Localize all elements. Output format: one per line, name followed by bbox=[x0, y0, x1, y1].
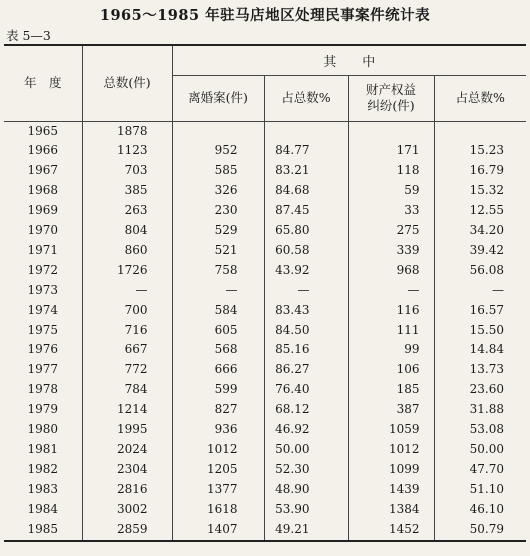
cell-divorce-pct: 49.21 bbox=[264, 520, 348, 541]
cell-property-pct: 16.79 bbox=[434, 161, 526, 181]
header-property-pct: 占总数% bbox=[434, 75, 526, 121]
cell-total: 716 bbox=[82, 321, 172, 341]
cell-year: 1975 bbox=[27, 322, 59, 337]
cell-total: 804 bbox=[82, 221, 172, 241]
table-row bbox=[4, 480, 526, 500]
cell-divorce: 936 bbox=[172, 420, 264, 440]
cell-property: 59 bbox=[348, 181, 434, 201]
cell-year: 1967 bbox=[27, 163, 59, 178]
cell-year: 1973 bbox=[27, 282, 59, 297]
cell-property: 1452 bbox=[348, 520, 434, 541]
cell-property: 339 bbox=[348, 241, 434, 261]
table-row bbox=[4, 440, 526, 460]
cell-divorce-pct: 84.68 bbox=[264, 181, 348, 201]
cell-property: 1439 bbox=[348, 480, 434, 500]
cell-divorce-pct: 84.77 bbox=[264, 141, 348, 161]
cell-property-pct: 47.70 bbox=[434, 460, 526, 480]
cell-divorce: 326 bbox=[172, 181, 264, 201]
table-row bbox=[4, 420, 526, 440]
cell-divorce: 1012 bbox=[172, 440, 264, 460]
cell-divorce-pct: 84.50 bbox=[264, 321, 348, 341]
cell-divorce: 585 bbox=[172, 161, 264, 181]
table-row bbox=[4, 520, 526, 541]
cell-year: 1972 bbox=[27, 262, 59, 277]
cell-total: 667 bbox=[82, 340, 172, 360]
cell-property-pct: 15.32 bbox=[434, 181, 526, 201]
cell-property-pct: — bbox=[434, 281, 526, 301]
cell-divorce-pct: 68.12 bbox=[264, 400, 348, 420]
cell-divorce-pct: — bbox=[264, 281, 348, 301]
cell-year: 1979 bbox=[27, 402, 59, 417]
cell-total: 2816 bbox=[82, 480, 172, 500]
cell-divorce: 758 bbox=[172, 261, 264, 281]
cell-divorce-pct: 53.90 bbox=[264, 500, 348, 520]
cell-year: 1981 bbox=[27, 442, 59, 456]
cell-year: 1965 bbox=[27, 123, 59, 138]
cell-property: 1099 bbox=[348, 460, 434, 480]
cell-year: 1977 bbox=[27, 362, 59, 377]
cell-divorce: 1377 bbox=[172, 480, 264, 500]
table-row bbox=[4, 500, 526, 520]
table-row bbox=[4, 400, 526, 420]
table-row bbox=[4, 121, 526, 141]
cell-total: 700 bbox=[82, 301, 172, 321]
cell-property-pct: 15.50 bbox=[434, 321, 526, 341]
cell-total: 860 bbox=[82, 241, 172, 261]
table-row bbox=[4, 161, 526, 181]
cell-property-pct: 15.23 bbox=[434, 141, 526, 161]
cell-year: 1976 bbox=[27, 342, 59, 357]
cell-divorce: 605 bbox=[172, 321, 264, 341]
cell-total: 772 bbox=[82, 360, 172, 380]
cell-property-pct: 13.73 bbox=[434, 360, 526, 380]
table-title: 1965～1985 年驻马店地区处理民事案件统计表 bbox=[99, 7, 431, 24]
cell-total: 703 bbox=[82, 161, 172, 181]
table-row bbox=[4, 460, 526, 480]
cell-year: 1966 bbox=[27, 143, 59, 158]
table-row bbox=[4, 201, 526, 221]
cell-divorce: 599 bbox=[172, 380, 264, 400]
table-row bbox=[4, 321, 526, 341]
cell-year: 1982 bbox=[27, 461, 59, 476]
cell-property: 118 bbox=[348, 161, 434, 181]
header-total: 总数(件) bbox=[82, 45, 172, 121]
cell-property: 33 bbox=[348, 201, 434, 221]
cell-divorce: 952 bbox=[172, 141, 264, 161]
cell-property-pct: 14.84 bbox=[434, 340, 526, 360]
cell-property: 171 bbox=[348, 141, 434, 161]
cell-year: 1984 bbox=[27, 501, 59, 516]
cell-divorce-pct: 76.40 bbox=[264, 380, 348, 400]
cell-property-pct: 50.00 bbox=[434, 440, 526, 460]
cell-divorce-pct: 83.43 bbox=[264, 301, 348, 321]
cell-divorce: 1618 bbox=[172, 500, 264, 520]
cell-divorce-pct: 65.80 bbox=[264, 221, 348, 241]
cell-divorce: 230 bbox=[172, 201, 264, 221]
cell-divorce-pct: 48.90 bbox=[264, 480, 348, 500]
cell-year: 1974 bbox=[27, 302, 59, 317]
header-property-line1: 财产权益 bbox=[365, 82, 416, 97]
cell-total: — bbox=[82, 281, 172, 301]
cell-total: 3002 bbox=[82, 500, 172, 520]
cell-property-pct: 12.55 bbox=[434, 201, 526, 221]
cell-total: 1995 bbox=[82, 420, 172, 440]
table-row bbox=[4, 181, 526, 201]
cell-total: 385 bbox=[82, 181, 172, 201]
cell-property: 387 bbox=[348, 400, 434, 420]
cell-property-pct: 16.57 bbox=[434, 301, 526, 321]
table-row bbox=[4, 380, 526, 400]
cell-property-pct: 34.20 bbox=[434, 221, 526, 241]
cell-divorce-pct: 60.58 bbox=[264, 241, 348, 261]
cell-property-pct: 50.79 bbox=[434, 520, 526, 541]
cell-property: 1059 bbox=[348, 420, 434, 440]
cell-divorce-pct: 87.45 bbox=[264, 201, 348, 221]
header-group: 其中 bbox=[172, 45, 526, 75]
cell-divorce: 1205 bbox=[172, 460, 264, 480]
cell-total: 2859 bbox=[82, 520, 172, 541]
cell-property: 185 bbox=[348, 380, 434, 400]
cell-divorce: 1407 bbox=[172, 520, 264, 541]
cell-total: 263 bbox=[82, 201, 172, 221]
cell-total: 1726 bbox=[82, 261, 172, 281]
cell-year: 1983 bbox=[27, 481, 59, 496]
cell-property: — bbox=[348, 281, 434, 301]
civil-cases-table bbox=[4, 44, 526, 542]
table-body bbox=[4, 121, 526, 541]
cell-year: 1968 bbox=[27, 183, 59, 198]
cell-total: 1123 bbox=[82, 141, 172, 161]
table-row bbox=[4, 360, 526, 380]
cell-property: 111 bbox=[348, 321, 434, 341]
table-row bbox=[4, 301, 526, 321]
cell-divorce: 666 bbox=[172, 360, 264, 380]
cell-property: 99 bbox=[348, 340, 434, 360]
cell-property: 968 bbox=[348, 261, 434, 281]
table-row bbox=[4, 141, 526, 161]
header-property bbox=[348, 75, 434, 121]
header-divorce-pct: 占总数% bbox=[264, 75, 348, 121]
cell-divorce: 827 bbox=[172, 400, 264, 420]
cell-property: 275 bbox=[348, 221, 434, 241]
cell-year: 1985 bbox=[27, 521, 59, 536]
cell-divorce-pct bbox=[264, 121, 348, 141]
cell-property-pct: 39.42 bbox=[434, 241, 526, 261]
cell-divorce-pct: 85.16 bbox=[264, 340, 348, 360]
cell-total: 1214 bbox=[82, 400, 172, 420]
cell-divorce-pct: 52.30 bbox=[264, 460, 348, 480]
cell-year: 1980 bbox=[27, 422, 59, 437]
cell-total: 1878 bbox=[82, 121, 172, 141]
cell-property-pct: 46.10 bbox=[434, 500, 526, 520]
cell-property bbox=[348, 121, 434, 141]
cell-total: 2024 bbox=[82, 440, 172, 460]
cell-total: 784 bbox=[82, 380, 172, 400]
cell-property-pct: 31.88 bbox=[434, 400, 526, 420]
cell-property: 1012 bbox=[348, 440, 434, 460]
cell-divorce: 584 bbox=[172, 301, 264, 321]
table-row bbox=[4, 281, 526, 301]
cell-divorce-pct: 86.27 bbox=[264, 360, 348, 380]
header-year: 年 度 bbox=[4, 45, 82, 121]
cell-year: 1978 bbox=[27, 382, 59, 397]
cell-total: 2304 bbox=[82, 460, 172, 480]
cell-property-pct: 51.10 bbox=[434, 480, 526, 500]
cell-property: 1384 bbox=[348, 500, 434, 520]
cell-property-pct: 56.08 bbox=[434, 261, 526, 281]
table-row bbox=[4, 340, 526, 360]
cell-year: 1969 bbox=[27, 203, 59, 218]
header-divorce: 离婚案(件) bbox=[172, 75, 264, 121]
cell-divorce-pct: 43.92 bbox=[264, 261, 348, 281]
table-number: 表 5—3 bbox=[6, 28, 51, 43]
table-row bbox=[4, 221, 526, 241]
cell-divorce-pct: 50.00 bbox=[264, 440, 348, 460]
cell-divorce-pct: 83.21 bbox=[264, 161, 348, 181]
cell-divorce: — bbox=[172, 281, 264, 301]
cell-divorce: 568 bbox=[172, 340, 264, 360]
cell-property: 106 bbox=[348, 360, 434, 380]
cell-divorce: 529 bbox=[172, 221, 264, 241]
cell-property-pct: 53.08 bbox=[434, 420, 526, 440]
cell-year: 1971 bbox=[27, 242, 59, 257]
cell-divorce-pct: 46.92 bbox=[264, 420, 348, 440]
cell-property-pct bbox=[434, 121, 526, 141]
cell-divorce: 521 bbox=[172, 241, 264, 261]
cell-divorce bbox=[172, 121, 264, 141]
cell-property: 116 bbox=[348, 301, 434, 321]
cell-property-pct: 23.60 bbox=[434, 380, 526, 400]
header-property-line2: 纠纷(件) bbox=[367, 98, 415, 113]
table-row bbox=[4, 241, 526, 261]
table-row bbox=[4, 261, 526, 281]
cell-year: 1970 bbox=[27, 223, 59, 238]
